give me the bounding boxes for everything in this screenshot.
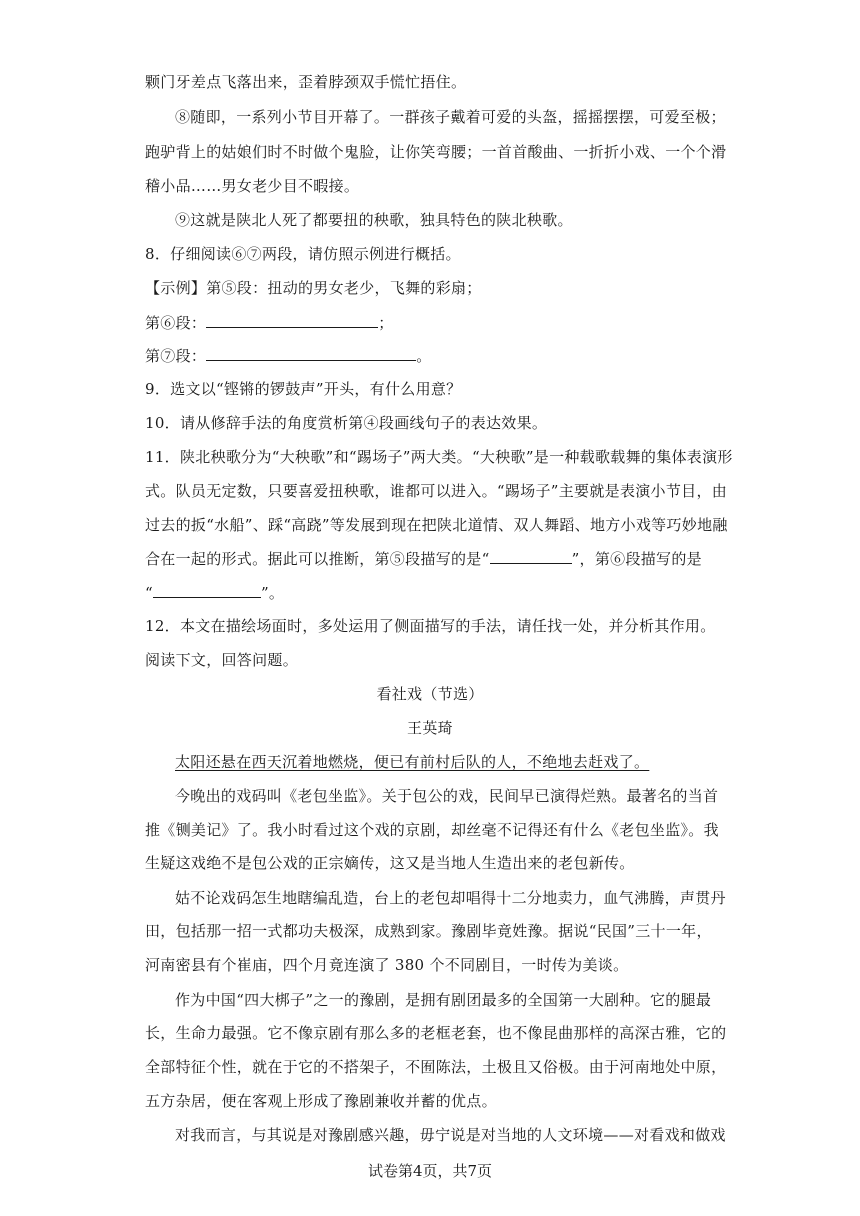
question-8: 8．仔细阅读⑥⑦两段，请仿照示例进行概括。 [145, 245, 461, 263]
question-8-example: 【示例】第⑤段：扭动的男女老少，飞舞的彩扇； [145, 279, 482, 297]
q11-line5-text-b: ”。 [260, 584, 285, 602]
passage1-p9: ⑨这就是陕北人死了都要扭的秧歌，独具特色的陕北秧歌。 [175, 211, 573, 229]
question-9: 9．选文以“铿锵的锣鼓声”开头，有什么用意？ [145, 380, 462, 398]
q11-p5-answer-blank[interactable] [490, 548, 572, 564]
passage1-p8-line2: 跑驴背上的姑娘们时不时做个鬼脸，让你笑弯腰；一首首酸曲、一折折小戏、一个个滑 [145, 143, 727, 161]
passage2-p3-line1: 姑不论戏码怎生地瞎编乱造，台上的老包却唱得十二分地卖力，血气沸腾，声贯丹 [175, 889, 726, 907]
passage2-p1-underlined: 太阳还悬在西天沉着地燃烧，便已有前村后队的人，不绝地去赶戏了。 [175, 753, 650, 771]
page-footer: 试卷第4页，共7页 [367, 1162, 493, 1180]
passage2-p4-line4: 五方杂居，便在客观上形成了豫剧兼收并蓄的优点。 [145, 1092, 497, 1110]
q8-p7-end: 。 [416, 347, 432, 365]
question-11-line1: 11．陕北秧歌分为“大秧歌”和“踢场子”两大类。“大秧歌”是一种载歌载舞的集体表演形 [145, 448, 733, 466]
q11-line5-text-a: “ [145, 584, 153, 602]
question-11-line3: 过去的扳“水船”、踩“高跷”等发展到现在把陕北道情、双人舞蹈、地方小戏等巧妙地融 [145, 516, 728, 534]
q11-line4-text-b: ”，第⑥段描写的是 [571, 550, 702, 568]
question-11-line4 [145, 548, 720, 569]
question-8-p7-line [145, 345, 720, 366]
passage2-p3-line3: 河南密县有个崔庙，四个月竟连演了 380 个不同剧目，一时传为美谈。 [145, 956, 629, 974]
passage2-title: 看社戏（节选） [376, 685, 484, 703]
question-11-line5 [145, 582, 720, 603]
q11-line4-text-a: 合在一起的形式。据此可以推断，第⑤段描写的是“ [145, 550, 490, 568]
question-10: 10．请从修辞手法的角度赏析第④段画线句子的表达效果。 [145, 414, 548, 432]
question-8-p6-line [145, 312, 720, 333]
passage1-p8-line3: 稽小品……男女老少目不暇接。 [145, 177, 360, 195]
passage1-p7-tail: 颗门牙差点飞落出来，歪着脖颈双手慌忙捂住。 [145, 73, 467, 91]
passage2-p4-line2: 长，生命力最强。它不像京剧有那么多的老框老套，也不像昆曲那样的高深古雅，它的 [145, 1024, 727, 1042]
q8-p6-answer-blank[interactable] [206, 312, 378, 328]
question-12: 12．本文在描绘场面时，多处运用了侧面描写的手法，请任找一处，并分析其作用。 [145, 617, 716, 635]
passage2-p5-start: 对我而言，与其说是对豫剧感兴趣，毋宁说是对当地的人文环境——对看戏和做戏 [175, 1126, 726, 1144]
q8-p6-label: 第⑥段： [145, 314, 207, 332]
passage1-p8-line1: ⑧随即，一系列小节目开幕了。一群孩子戴着可爱的头盔，摇摇摆摆，可爱至极； [175, 108, 726, 126]
passage2-p1 [175, 752, 720, 772]
read-prompt: 阅读下文，回答问题。 [145, 651, 299, 669]
passage2-author: 王英琦 [407, 719, 453, 737]
passage2-p2-line3: 生疑这戏绝不是包公戏的正宗嫡传，这又是当地人生造出来的老包新传。 [145, 854, 635, 872]
passage2-p4-line3: 全部特征个性，就在于它的不搭架子，不囿陈法，土极且又俗极。由于河南地处中原， [145, 1058, 727, 1076]
passage2-p2-line2: 推《铡美记》了。我小时看过这个戏的京剧，却丝毫不记得还有什么《老包坐监》。我 [145, 821, 719, 839]
q8-p7-answer-blank[interactable] [206, 345, 416, 361]
passage2-p4-line1: 作为中国“四大梆子”之一的豫剧，是拥有剧团最多的全国第一大剧种。它的腿最 [175, 991, 712, 1009]
passage2-p2-line1: 今晚出的戏码叫《老包坐监》。关于包公的戏，民间早已演得烂熟。最著名的当首 [175, 787, 719, 805]
q8-p6-end: ； [378, 314, 394, 332]
passage2-p3-line2: 田，包括那一招一式都功夫极深，成熟到家。豫剧毕竟姓豫。据说“民国”三十一年， [145, 922, 712, 940]
q8-p7-label: 第⑦段： [145, 347, 207, 365]
q11-p6-answer-blank[interactable] [153, 582, 261, 598]
question-11-line2: 式。队员无定数，只要喜爱扭秧歌，谁都可以进入。“踢场子”主要就是表演小节目，由 [145, 482, 728, 500]
